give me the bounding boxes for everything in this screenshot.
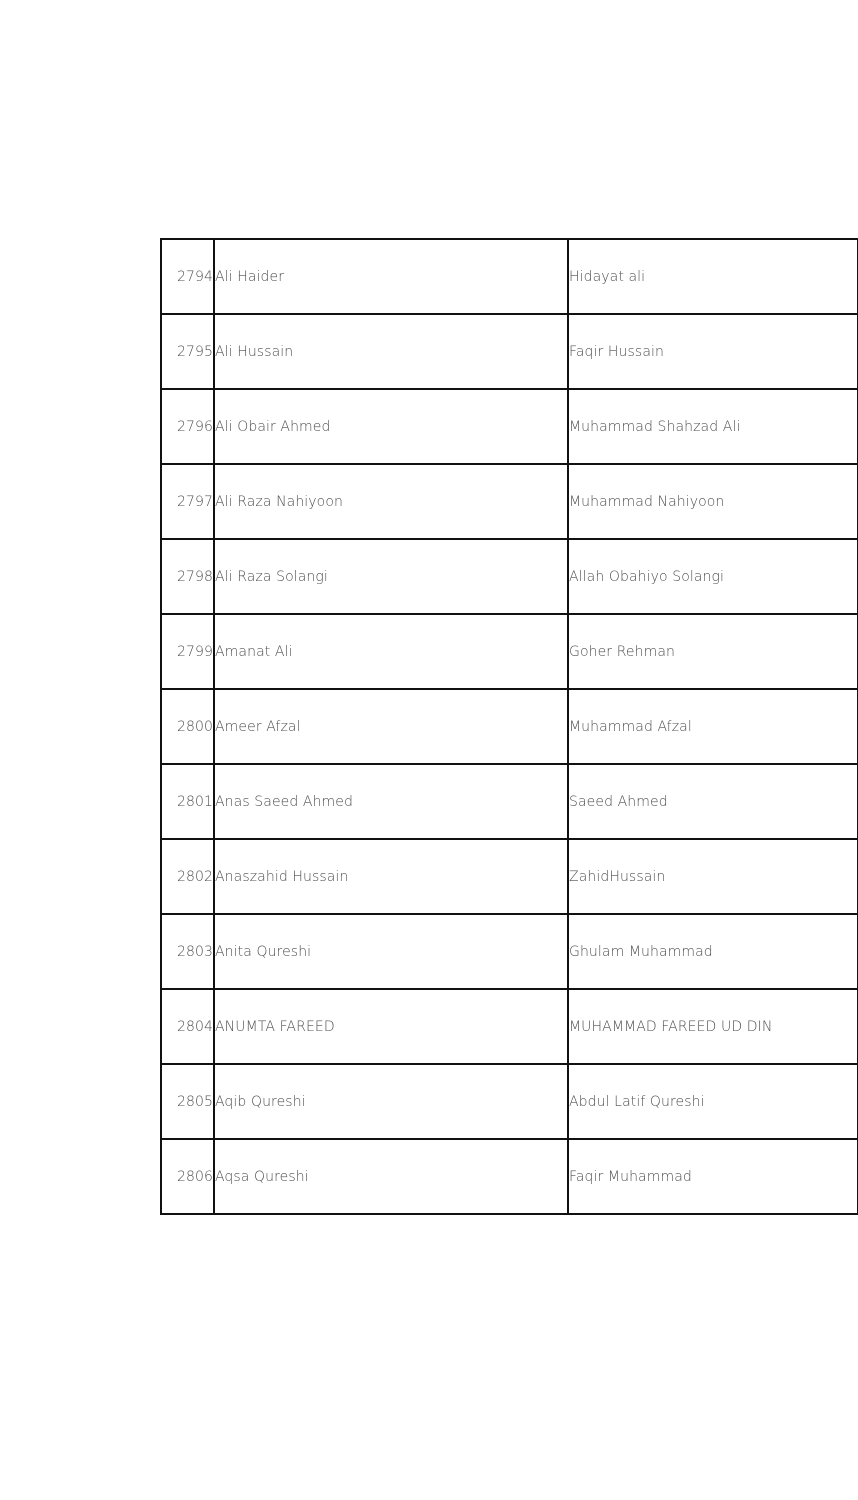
student-name-cell: Anaszahid Hussain	[214, 839, 568, 914]
father-name-cell: Ghulam Muhammad	[568, 914, 858, 989]
serial-number-cell: 2794	[161, 239, 214, 314]
table-row	[161, 989, 858, 1064]
serial-number-cell: 2802	[161, 839, 214, 914]
serial-number-cell: 2797	[161, 464, 214, 539]
father-name-cell: Allah Obahiyo Solangi	[568, 539, 858, 614]
table-row	[161, 689, 858, 764]
serial-number-cell: 2801	[161, 764, 214, 839]
serial-number-cell: 2798	[161, 539, 214, 614]
student-name-cell: Ameer Afzal	[214, 689, 568, 764]
roster-body	[161, 239, 858, 1214]
table-row	[161, 239, 858, 314]
table-row	[161, 764, 858, 839]
serial-number-cell: 2805	[161, 1064, 214, 1139]
table-row	[161, 539, 858, 614]
student-name-cell: Ali Raza Solangi	[214, 539, 568, 614]
student-name-cell: Ali Haider	[214, 239, 568, 314]
serial-number-cell: 2795	[161, 314, 214, 389]
serial-number-cell: 2800	[161, 689, 214, 764]
father-name-cell: Muhammad Shahzad Ali	[568, 389, 858, 464]
student-name-cell: Ali Raza Nahiyoon	[214, 464, 568, 539]
father-name-cell: Goher Rehman	[568, 614, 858, 689]
father-name-cell: Saeed Ahmed	[568, 764, 858, 839]
serial-number-cell: 2803	[161, 914, 214, 989]
table-row	[161, 464, 858, 539]
table-row	[161, 839, 858, 914]
roster-table	[160, 238, 858, 1215]
father-name-cell: Faqir Hussain	[568, 314, 858, 389]
table-row	[161, 914, 858, 989]
father-name-cell: Muhammad Nahiyoon	[568, 464, 858, 539]
student-name-cell: Ali Obair Ahmed	[214, 389, 568, 464]
serial-number-cell: 2806	[161, 1139, 214, 1214]
student-name-cell: ANUMTA FAREED	[214, 989, 568, 1064]
table-row	[161, 1139, 858, 1214]
table-row	[161, 389, 858, 464]
table-row	[161, 1064, 858, 1139]
serial-number-cell: 2804	[161, 989, 214, 1064]
student-name-cell: Aqsa Qureshi	[214, 1139, 568, 1214]
student-name-cell: Amanat Ali	[214, 614, 568, 689]
father-name-cell: ZahidHussain	[568, 839, 858, 914]
student-name-cell: Aqib Qureshi	[214, 1064, 568, 1139]
student-name-cell: Ali Hussain	[214, 314, 568, 389]
father-name-cell: MUHAMMAD FAREED UD DIN	[568, 989, 858, 1064]
father-name-cell: Muhammad Afzal	[568, 689, 858, 764]
student-name-cell: Anita Qureshi	[214, 914, 568, 989]
father-name-cell: Faqir Muhammad	[568, 1139, 858, 1214]
table-row	[161, 314, 858, 389]
table-row	[161, 614, 858, 689]
father-name-cell: Hidayat ali	[568, 239, 858, 314]
serial-number-cell: 2799	[161, 614, 214, 689]
student-name-cell: Anas Saeed Ahmed	[214, 764, 568, 839]
roster-sheet	[160, 238, 858, 1215]
father-name-cell: Abdul Latif Qureshi	[568, 1064, 858, 1139]
serial-number-cell: 2796	[161, 389, 214, 464]
